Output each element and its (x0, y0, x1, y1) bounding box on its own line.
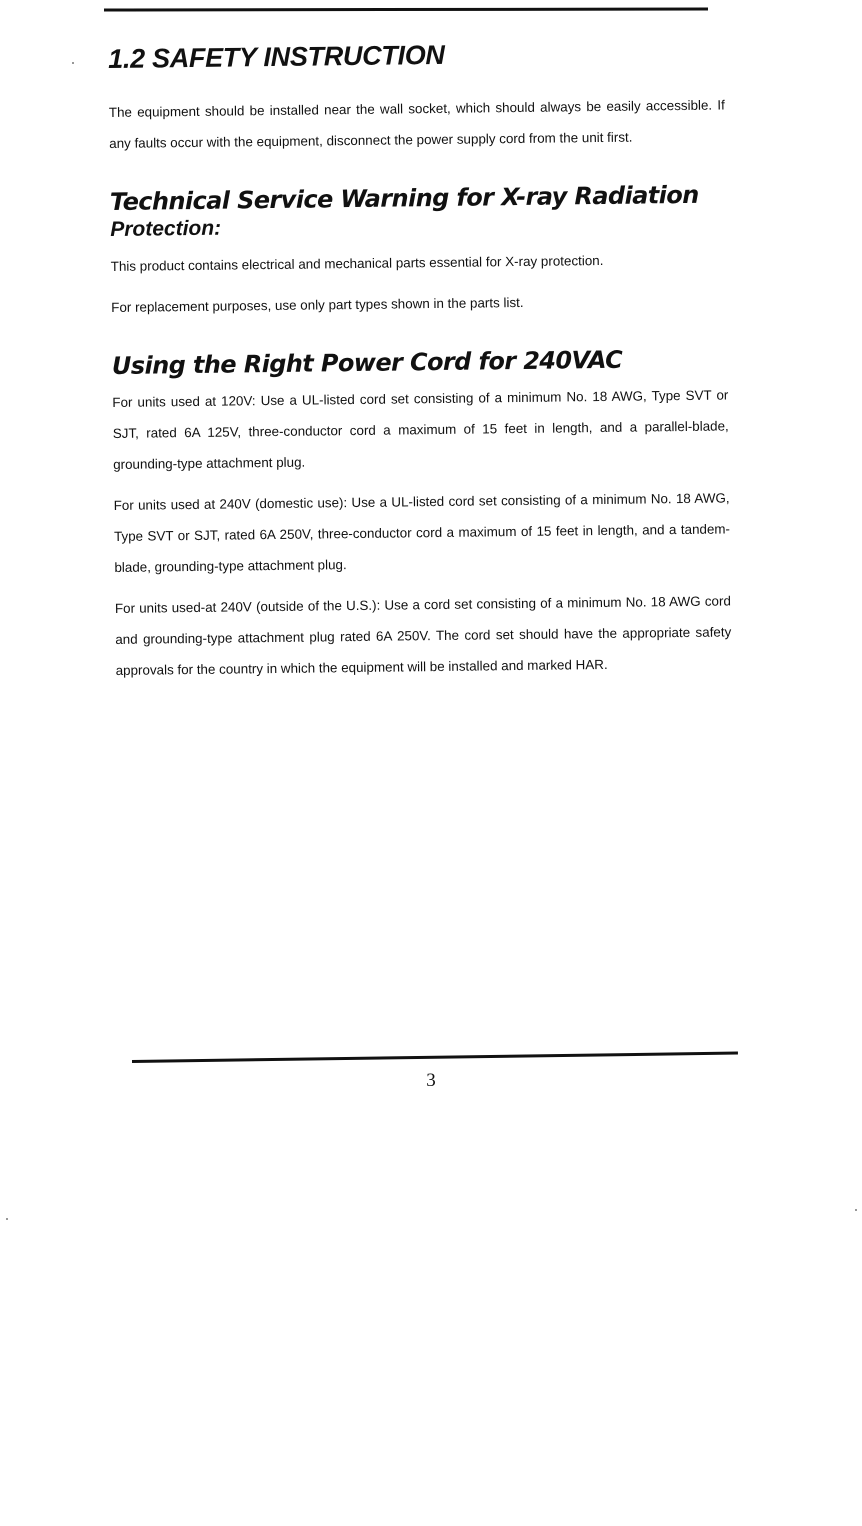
bottom-rule (132, 1052, 738, 1063)
page-number: 3 (426, 1070, 436, 1091)
xray-heading: Technical Service Warning for X-ray Radiation (109, 180, 699, 216)
top-rule (104, 7, 708, 11)
power-paragraph-240v-domestic: For units used at 240V (domestic use): Use a UL-listed cord set consisting of a minimum No. 18 AWG, Type SVT or SJT, rated 6A 250V, three-conductor cord a maximum of 15 feet in length, and a tandem-blade, grounding-type attachment plug. (113, 490, 731, 575)
intro-paragraph: The equipment should be installed near the wall socket, which should always be easily accessible. If any faults occur with the equipment, disconnect the power supply cord from the unit first. (108, 97, 725, 151)
power-heading: Using the Right Power Cord for 240VAC (111, 345, 623, 380)
scan-speck (6, 1218, 8, 1220)
scan-speck (855, 1209, 857, 1211)
page-content (108, 36, 732, 695)
power-paragraph-240v-outside: For units used-at 240V (outside of the U.S.): Use a cord set consisting of a minimum No. 18 AWG cord and grounding-type attachment plug rated 6A 250V. The cord set should have the appropriate safety approvals for the country in which the equipment will be installed and marked HAR. (114, 593, 732, 678)
xray-paragraph-2: For replacement purposes, use only part types shown in the parts list. (111, 294, 524, 315)
section-title: 1.2 SAFETY INSTRUCTION (108, 39, 445, 74)
xray-paragraph-1: This product contains electrical and mechanical parts essential for X-ray protection. (110, 252, 604, 274)
scan-speck (72, 62, 74, 64)
xray-subheading: Protection: (110, 216, 222, 241)
power-paragraph-120v: For units used at 120V: Use a UL-listed cord set consisting of a minimum No. 18 AWG, Type SVT or SJT, rated 6A 125V, three-conductor cord a maximum of 15 feet in length, and a parallel-blade, grounding-type attachment plug. (112, 387, 729, 472)
